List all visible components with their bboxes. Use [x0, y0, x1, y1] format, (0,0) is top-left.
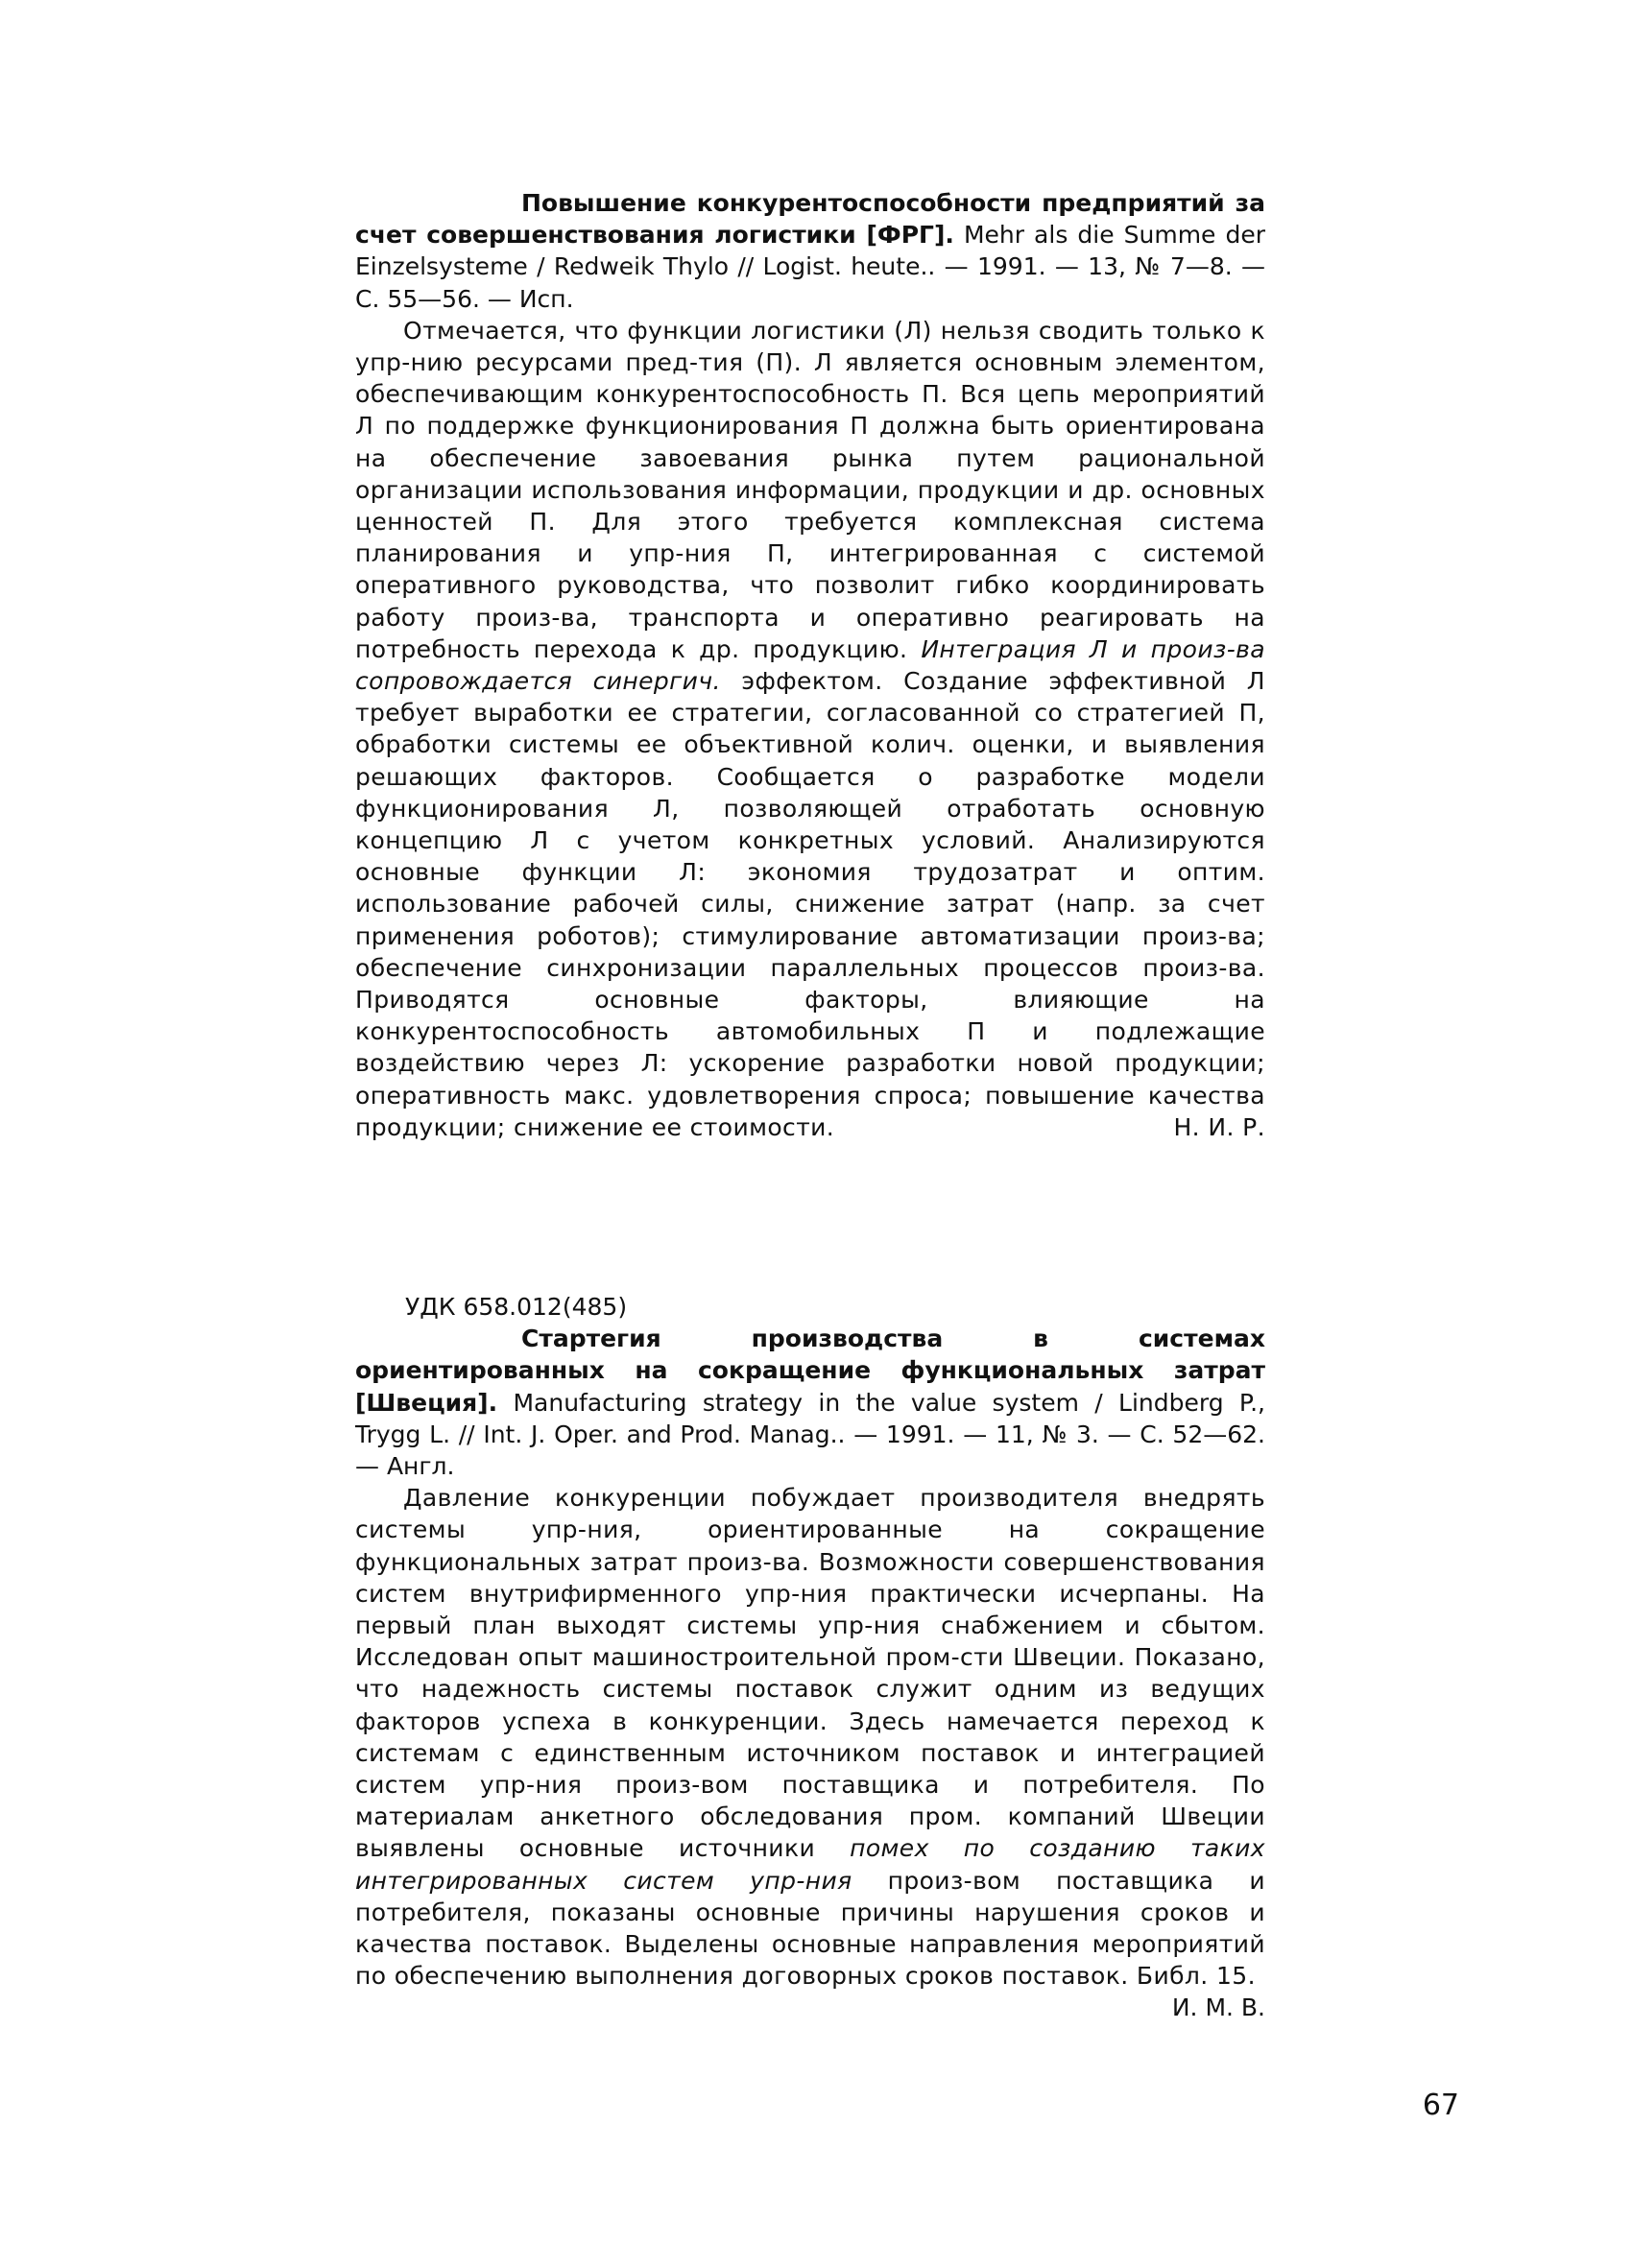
author-signature: И. М. В.: [1171, 1993, 1265, 2022]
bibliographic-reference: [355, 1323, 1265, 1482]
abstract-italic-phrase: помех по созданию таких интегрированных систем упр-ния: [355, 1834, 1265, 1895]
page-number: 67: [1422, 2089, 1459, 2122]
abstract-text: [355, 1482, 1265, 1992]
entry-title: Стартегия производства в системах ориентированных на сокращение функциональных затрат [Швеция].: [355, 1325, 1265, 1417]
bibliographic-reference: [355, 187, 1265, 315]
abstract-entry-2: [355, 1291, 1265, 2024]
abstract-part-2: произ-вом поставщика и потребителя, показаны основные причины нарушения сроков и качества поставок. Выделены основные направления мероприятий по обеспечению выполнения договорных сроков поставок. Библ. 15.: [355, 1866, 1265, 1991]
abstract-part-2: эффектом. Создание эффективной Л требует выработки ее стратегии, согласованной со стратегией П, обработки системы ее объективной колич. оценки, и выявления решающих факторов. Сообщается о разработке модели функционирования Л, позволяющей отработать основную концепцию Л с учетом конкретных условий. Анализируются основные функции Л: экономия трудозатрат и оптим. использование рабочей силы, снижение затрат (напр. за счет применения роботов); стимулирование автоматизации произ-ва; обеспечение синхронизации параллельных процессов произ-ва. Приводятся основные факторы, влияющие на конкурентоспособность автомобильных П и подлежащие воздействию через Л: ускорение разработки новой продукции; оперативность макс. удовлетворения спроса; повышение качества продукции; снижение ее стоимости.: [355, 667, 1265, 1141]
entry-title: Повышение конкурентоспособности предприятий за счет совершенствования логистики [ФРГ].: [355, 189, 1265, 250]
entry-source: Manufacturing strategy in the value system / Lindberg P., Trygg L. // Int. J. Oper. and Prod. Manag.. — 1991. — 11, № 3. — С. 52—62. — Англ.: [355, 1388, 1265, 1481]
abstract-italic-phrase: Интеграция Л и произ-ва сопровождается синергич.: [355, 634, 1265, 696]
abstract-part-1: Отмечается, что функции логистики (Л) нельзя сводить только к упр-нию ресурсами пред-тия (П). Л является основным элементом, обеспечивающим конкурентоспособность П. Вся цепь мероприятий Л по поддержке функционирования П должна быть ориентирована на обеспечение завоевания рынка путем рациональной организации использования информации, продукции и др. основных ценностей П. Для этого требуется комплексная система планирования и упр-ния П, интегрированная с системой оперативного руководства, что позволит гибко координировать работу произ-ва, транспорта и оперативно реагировать на потребность перехода к др. продукцию.: [355, 316, 1265, 663]
author-signature: Н. И. Р.: [1173, 1112, 1265, 1141]
abstract-text: [355, 315, 1265, 1143]
entry-source: Mehr als die Summe der Einzelsysteme / Redweik Thylo // Logist. heute.. — 1991. — 13, № 7—8. — С. 55—56. — Исп.: [355, 221, 1265, 313]
udc-code: УДК 658.012(485): [405, 1293, 628, 1321]
abstract-part-1: Давление конкуренции побуждает производителя внедрять системы упр-ния, ориентированные на сокращение функциональных затрат произ-ва. Возможности совершенствования систем внутрифирменного упр-ния практически исчерпаны. На первый план выходят системы упр-ния снабжением и сбытом. Исследован опыт машиностроительной пром-сти Швеции. Показано, что надежность системы поставок служит одним из ведущих факторов успеха в конкуренции. Здесь намечается переход к системам с единственным источником поставок и интеграцией систем упр-ния произ-вом поставщика и потребителя. По материалам анкетного обследования пром. компаний Швеции выявлены основные источники: [355, 1484, 1265, 1863]
abstract-entry-1: [355, 187, 1265, 1143]
